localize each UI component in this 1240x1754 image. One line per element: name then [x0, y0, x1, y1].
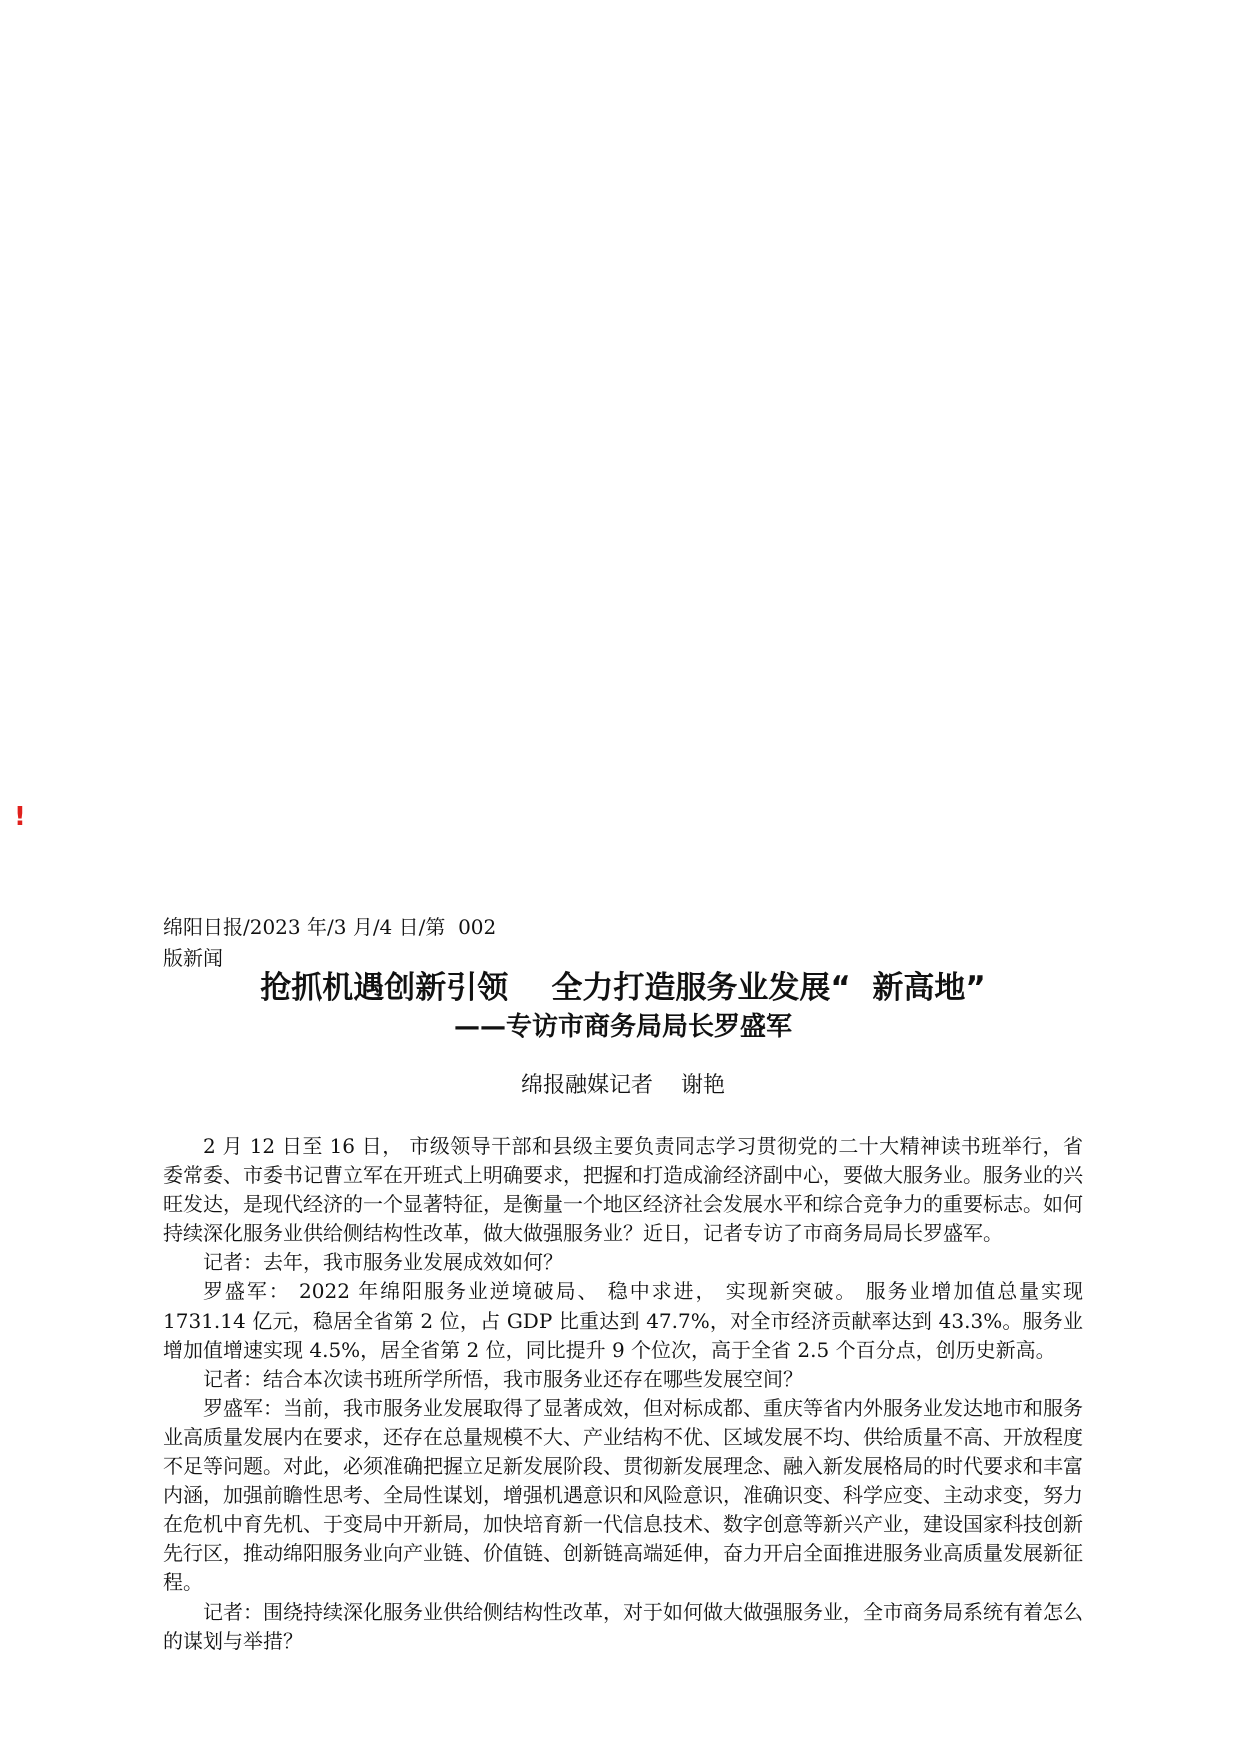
subheadline: ——专访市商务局局长罗盛军 — [453, 1012, 792, 1042]
article-paragraph: 记者：结合本次读书班所学所悟，我市服务业还存在哪些发展空间？ — [203, 1366, 803, 1391]
source-line: 绵阳日报/2023 年/3 月/4 日/第 002 版新闻 — [163, 915, 497, 970]
article-paragraph: 记者：去年，我市服务业发展成效如何？ — [203, 1250, 563, 1275]
red-exclamation-mark: ! — [14, 802, 26, 832]
article-paragraph: 记者：围绕持续深化服务业供给侧结构性改革，对于如何做大做强服务业，全市商务局系统有着怎么的谋划与举措？ — [163, 1599, 1083, 1653]
article-paragraph: 2 月 12 日至 16 日， 市级领导干部和县级主要负责同志学习贯彻党的二十大精神读书班举行，省委常委、市委书记曹立军在开班式上明确要求，把握和打造成渝经济副中心，要做大服务业。服务业的兴旺发达，是现代经济的一个显著特征，是衡量一个地区经济社会发展水平和综合竞争力的重要标志。如何持续深化服务业供给侧结构性改革，做大做强服务业？近日，记者专访了市商务局局长罗盛军。 — [163, 1134, 1083, 1246]
article-paragraph: 罗盛军： 2022 年绵阳服务业逆境破局、 稳中求进， 实现新突破。 服务业增加值总量实现 1731.14 亿元，稳居全省第 2 位，占 GDP 比重达到 47.7%，对全市经济贡献率达到 43.3%。服务业增加值增速实现 4.5%，居全省第 2 位，同比提升 9 个位次，高于全省 2.5 个百分点，创历史新高。 — [163, 1279, 1083, 1362]
byline: 绵报融媒记者 谢艳 — [521, 1073, 725, 1098]
article-paragraph: 罗盛军：当前，我市服务业发展取得了显著成效，但对标成都、重庆等省内外服务业发达地市和服务业高质量发展内在要求，还存在总量规模不大、产业结构不优、区域发展不均、供给质量不高、开放程度不足等问题。对此，必须准确把握立足新发展阶段、贯彻新发展理念、融入新发展格局的时代要求和丰富内涵，加强前瞻性思考、全局性谋划，增强机遇意识和风险意识，准确识变、科学应变、主动求变，努力在危机中育先机、于变局中开新局，加快培育新一代信息技术、数字创意等新兴产业，建设国家科技创新先行区，推动绵阳服务业向产业链、价值链、创新链高端延伸，奋力开启全面推进服务业高质量发展新征程。 — [163, 1395, 1083, 1595]
headline: 抢抓机遇创新引领 全力打造服务业发展“ 新高地” — [260, 970, 986, 1006]
article-body — [163, 1132, 1083, 1656]
